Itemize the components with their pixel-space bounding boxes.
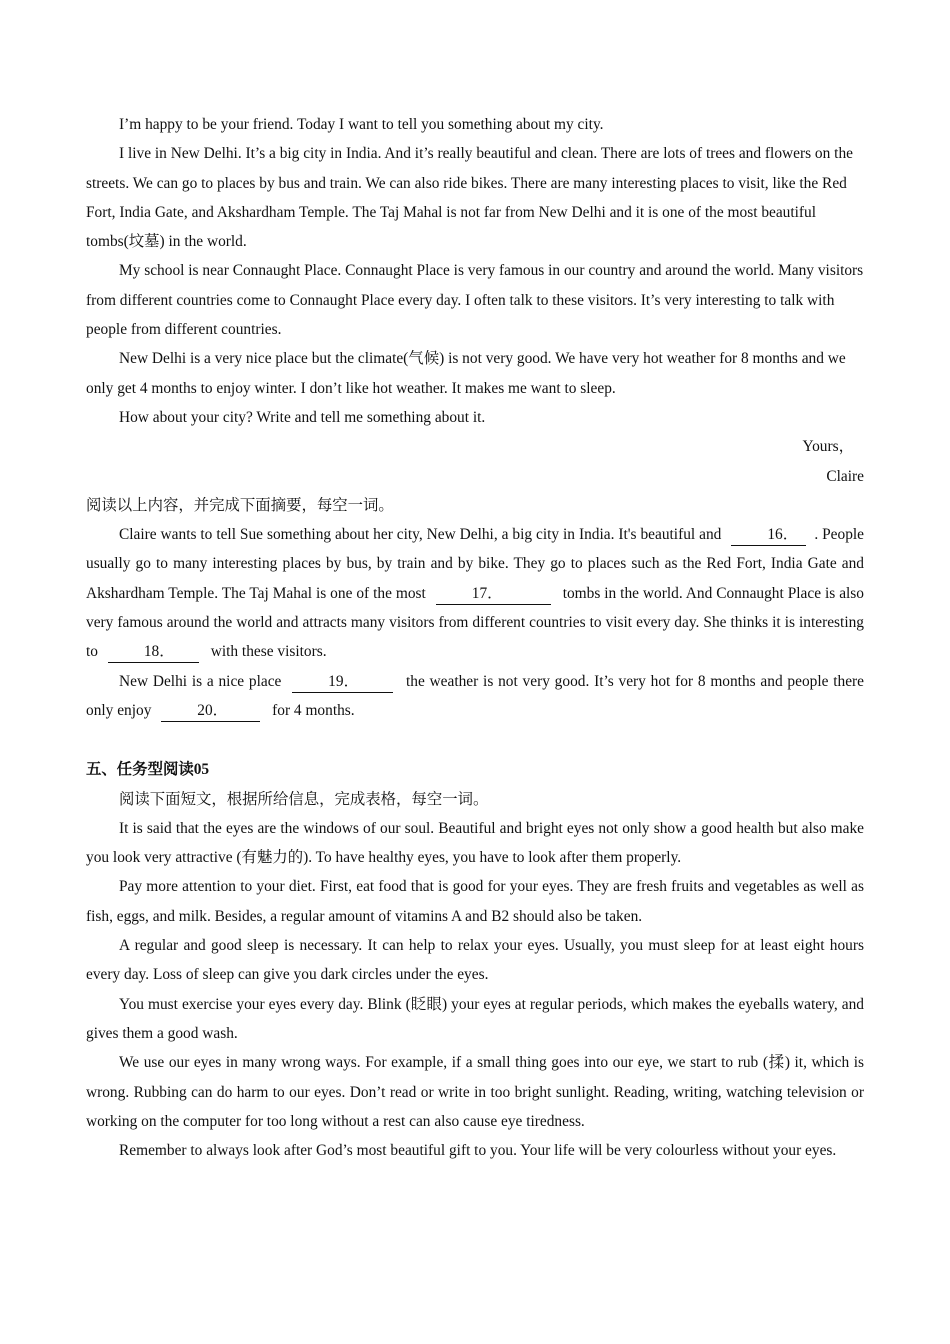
passage-paragraph-3: A regular and good sleep is necessary. It can help to relax your eyes. Usually, you must sleep for at least eight hours every day. Loss of sleep can give you dark circles under the eyes. [86,937,864,984]
summary-text: tombs in the world. And Connaught Place is also very famous around the world and attracts many visitors from different countries to visit every day. She thinks it is interesting to [86,584,864,661]
summary-text: for 4 months. [272,701,355,719]
answer-blank-20[interactable]: 20． [161,701,260,722]
summary-text: the weather is not very good. It’s very hot for 8 months and people there only enjoy [86,672,865,719]
passage-paragraph-2: Pay more attention to your diet. First, eat food that is good for your eyes. They are fresh fruits and vegetables as well as fish, eggs, and milk. Besides, a regular amount of vitamins A and B2 should also be taken. [86,878,864,925]
answer-blank-16[interactable]: 16． [731,525,806,546]
passage-paragraph-1: It is said that the eyes are the windows of our soul. Beautiful and bright eyes not only show a good health but also make you look very attractive (有魅力的). To have healthy eyes, you have to look after them properly. [86,819,864,867]
letter-closing: Yours， [802,438,854,456]
summary-instruction: 阅读以上内容，并完成下面摘要，每空一词。 [86,496,394,514]
passage-paragraph-6: Remember to always look after God’s most beautiful gift to you. Your life will be very colourless without your eyes. [119,1142,837,1160]
passage-paragraph-4: You must exercise your eyes every day. Blink (眨眼) your eyes at regular periods, which makes the eyeballs watery, and gives them a good wash. [86,995,864,1042]
document-page [86,110,864,1165]
answer-blank-17[interactable]: 17． [436,584,551,605]
summary-text: New Delhi is a nice place [119,672,282,690]
summary-paragraph-1 [86,520,864,666]
summary-paragraph-2 [86,667,864,726]
section-heading: 五、任务型阅读05 [86,761,210,779]
summary-text: with these visitors. [210,643,327,661]
answer-blank-18[interactable]: 18． [108,642,199,663]
answer-blank-19[interactable]: 19． [292,672,393,693]
letter-paragraph-1: I’m happy to be your friend. Today I want to tell you something about my city. [119,116,604,133]
section-instruction: 阅读下面短文，根据所给信息，完成表格，每空一词。 [119,790,489,808]
summary-text: . People usually go to many interesting places by bus, by train and by bike. They go to places such as the Red Fort, India Gate and Akshardham Temple. The Taj Mahal is one of the most [86,526,864,602]
letter-paragraph-4: New Delhi is a very nice place but the climate(气候) is not very good. We have very hot weather for 8 months and we only get 4 months to enjoy winter. I don’t like hot weather. It makes me want to sleep. [86,350,846,397]
letter-signature: Claire [826,467,864,485]
letter-paragraph-2: I live in New Delhi. It’s a big city in India. And it’s really beautiful and clean. There are lots of trees and flowers on the streets. We can go to places by bus and train. We can also ride bikes. There are many interesting places to visit, like the Red Fort, India Gate, and Akshardham Temple. The Taj Mahal is not far from New Delhi and it is one of the most beautiful tombs(坟墓) in the world. [86,145,853,251]
summary-text: Claire wants to tell Sue something about her city, New Delhi, a big city in India. It's beautiful and [119,526,722,544]
letter-paragraph-5: How about your city? Write and tell me something about it. [119,408,486,426]
letter-paragraph-3: My school is near Connaught Place. Connaught Place is very famous in our country and around the world. Many visitors from different countries come to Connaught Place every day. I often talk to these visitors. It’s very interesting to talk with people from different countries. [86,262,864,339]
passage-paragraph-5: We use our eyes in many wrong ways. For example, if a small thing goes into our eye, we start to rub (揉) it, which is wrong. Rubbing can do harm to our eyes. Don’t read or write in too bright sunlight. Reading, writing, watching television or working on the computer for too long without a rest can also cause eye tiredness. [86,1054,864,1130]
